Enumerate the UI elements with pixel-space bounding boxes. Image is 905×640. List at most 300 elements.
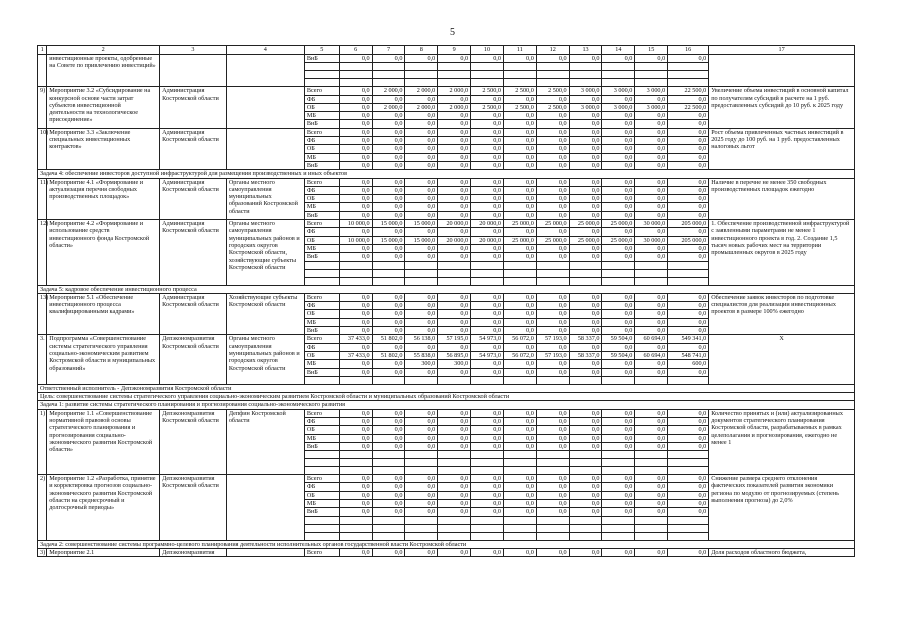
amount-cell: 0,0 [438, 161, 471, 169]
empty-cell [635, 532, 668, 540]
empty-cell [339, 79, 372, 87]
empty-cell [304, 524, 339, 532]
amount-cell: 0,0 [602, 137, 635, 145]
amount-cell: 2 000,0 [438, 103, 471, 111]
amount-cell: 0,0 [635, 161, 668, 169]
amount-cell: 0,0 [339, 137, 372, 145]
amount-cell: 0,0 [438, 302, 471, 310]
amount-cell: 0,0 [503, 475, 536, 483]
empty-cell [471, 524, 504, 532]
amount-cell: 0,0 [668, 145, 709, 153]
amount-cell: 0,0 [602, 55, 635, 63]
empty-cell [339, 71, 372, 79]
section-row [38, 384, 855, 392]
amount-cell: 2 500,0 [471, 87, 504, 95]
amount-cell: 0,0 [668, 137, 709, 145]
amount-cell: 0,0 [405, 508, 438, 516]
amount-cell: 0,0 [503, 417, 536, 425]
amount-cell: 0,0 [405, 112, 438, 120]
amount-cell: 0,0 [438, 426, 471, 434]
amount-cell: 25 000,0 [569, 220, 602, 228]
source-cell: ФБ [304, 302, 339, 310]
amount-cell: 0,0 [503, 244, 536, 252]
amount-cell: 0,0 [339, 112, 372, 120]
amount-cell: 0,0 [372, 228, 405, 236]
amount-cell: 0,0 [536, 145, 569, 153]
expected-result: Рост объема привлеченных частных инвестиций в 2025 году до 100 руб. на 1 руб. предоставленных налоговых льгот [709, 128, 855, 169]
table-row [38, 409, 855, 417]
amount-cell: 0,0 [668, 508, 709, 516]
amount-cell: 0,0 [339, 244, 372, 252]
empty-cell [536, 516, 569, 524]
empty-cell [668, 79, 709, 87]
amount-cell: 0,0 [503, 186, 536, 194]
empty-cell [602, 376, 635, 384]
empty-cell [569, 516, 602, 524]
amount-cell: 549 341,0 [668, 335, 709, 343]
activity-name: Мероприятие 3.3 «Заключение специальных инвестиционных контрактов» [47, 128, 160, 169]
empty-cell [471, 277, 504, 285]
amount-cell: 0,0 [405, 327, 438, 335]
amount-cell: 0,0 [372, 483, 405, 491]
amount-cell: 0,0 [569, 95, 602, 103]
amount-cell: 0,0 [339, 153, 372, 161]
source-cell: Всего [304, 128, 339, 136]
amount-cell: 0,0 [372, 178, 405, 186]
amount-cell: 0,0 [668, 310, 709, 318]
amount-cell: 0,0 [536, 120, 569, 128]
amount-cell: 0,0 [503, 55, 536, 63]
empty-cell [503, 459, 536, 467]
empty-cell [471, 63, 504, 71]
amount-cell: 2 000,0 [405, 87, 438, 95]
header-cell: 13 [569, 46, 602, 55]
amount-cell: 0,0 [339, 327, 372, 335]
amount-cell: 0,0 [668, 195, 709, 203]
amount-cell: 0,0 [405, 500, 438, 508]
amount-cell: 0,0 [503, 508, 536, 516]
source-cell: ВнБ [304, 368, 339, 376]
table-row [38, 220, 855, 228]
empty-cell [372, 532, 405, 540]
amount-cell: 0,0 [602, 120, 635, 128]
amount-cell: 0,0 [471, 95, 504, 103]
amount-cell: 20 000,0 [438, 220, 471, 228]
amount-cell: 22 500,0 [668, 87, 709, 95]
amount-cell: 0,0 [635, 203, 668, 211]
amount-cell: 0,0 [569, 302, 602, 310]
empty-cell [372, 376, 405, 384]
amount-cell: 54 973,0 [471, 335, 504, 343]
amount-cell: 0,0 [503, 153, 536, 161]
source-cell: ОБ [304, 426, 339, 434]
expected-result [709, 55, 855, 87]
table-row [38, 128, 855, 136]
amount-cell: 0,0 [536, 302, 569, 310]
amount-cell: 0,0 [438, 137, 471, 145]
header-cell: 15 [635, 46, 668, 55]
amount-cell: 0,0 [438, 475, 471, 483]
empty-cell [471, 467, 504, 475]
amount-cell: 0,0 [602, 228, 635, 236]
header-cell: 7 [372, 46, 405, 55]
empty-cell [372, 261, 405, 269]
amount-cell: 600,0 [668, 360, 709, 368]
amount-cell: 0,0 [372, 475, 405, 483]
amount-cell: 0,0 [503, 161, 536, 169]
empty-cell [438, 63, 471, 71]
amount-cell: 0,0 [569, 343, 602, 351]
header-cell: 3 [160, 46, 227, 55]
amount-cell: 0,0 [372, 360, 405, 368]
amount-cell: 0,0 [372, 161, 405, 169]
source-cell: ОБ [304, 351, 339, 359]
amount-cell: 0,0 [569, 211, 602, 219]
source-cell: ФБ [304, 483, 339, 491]
empty-cell [372, 451, 405, 459]
amount-cell: 0,0 [635, 302, 668, 310]
empty-cell [668, 63, 709, 71]
amount-cell: 0,0 [635, 508, 668, 516]
amount-cell: 0,0 [339, 483, 372, 491]
amount-cell: 0,0 [602, 434, 635, 442]
amount-cell: 0,0 [339, 368, 372, 376]
amount-cell: 0,0 [635, 343, 668, 351]
empty-cell [602, 63, 635, 71]
amount-cell: 0,0 [602, 508, 635, 516]
section-title: Задача 4: обеспечение инвесторов доступной инфраструктурой для размещения производственных и иных объектов [38, 170, 855, 178]
expected-result: Х [709, 335, 855, 384]
amount-cell: 0,0 [372, 434, 405, 442]
amount-cell: 0,0 [569, 55, 602, 63]
amount-cell: 0,0 [372, 327, 405, 335]
empty-cell [635, 79, 668, 87]
empty-cell [602, 277, 635, 285]
amount-cell: 0,0 [503, 500, 536, 508]
row-number: 1) [38, 409, 47, 474]
source-cell: ВнБ [304, 55, 339, 63]
empty-cell [602, 79, 635, 87]
amount-cell: 0,0 [503, 548, 536, 556]
amount-cell: 0,0 [569, 178, 602, 186]
amount-cell: 0,0 [602, 475, 635, 483]
amount-cell: 0,0 [635, 195, 668, 203]
amount-cell: 0,0 [536, 55, 569, 63]
amount-cell: 0,0 [668, 95, 709, 103]
empty-cell [503, 63, 536, 71]
empty-cell [536, 79, 569, 87]
amount-cell: 300,0 [438, 360, 471, 368]
activity-name: Мероприятие 4.2 «Формирование и использование средств инвестиционного фонда Костромской области» [47, 220, 160, 285]
amount-cell: 0,0 [635, 491, 668, 499]
empty-cell [503, 277, 536, 285]
source-cell: МБ [304, 244, 339, 252]
amount-cell: 0,0 [503, 203, 536, 211]
amount-cell: 0,0 [668, 293, 709, 301]
amount-cell: 0,0 [668, 55, 709, 63]
amount-cell: 0,0 [471, 483, 504, 491]
amount-cell: 0,0 [668, 203, 709, 211]
amount-cell: 0,0 [471, 55, 504, 63]
amount-cell: 0,0 [569, 145, 602, 153]
amount-cell: 0,0 [372, 195, 405, 203]
amount-cell: 0,0 [405, 203, 438, 211]
amount-cell: 3 000,0 [635, 87, 668, 95]
activity-name: Мероприятие 4.1 «Формирование и актуализация перечня свободных производственных площадок» [47, 178, 160, 219]
amount-cell: 0,0 [372, 253, 405, 261]
amount-cell: 0,0 [471, 442, 504, 450]
amount-cell: 0,0 [602, 128, 635, 136]
empty-cell [438, 269, 471, 277]
participants [226, 475, 304, 540]
amount-cell: 15 000,0 [405, 236, 438, 244]
amount-cell: 0,0 [438, 327, 471, 335]
amount-cell: 0,0 [668, 178, 709, 186]
amount-cell: 0,0 [602, 244, 635, 252]
amount-cell: 0,0 [372, 368, 405, 376]
amount-cell: 57 193,0 [536, 351, 569, 359]
empty-cell [339, 261, 372, 269]
empty-cell [471, 451, 504, 459]
amount-cell: 205 000,0 [668, 220, 709, 228]
amount-cell: 25 000,0 [536, 236, 569, 244]
amount-cell: 0,0 [536, 508, 569, 516]
amount-cell: 0,0 [668, 302, 709, 310]
program-funding-table [37, 45, 855, 557]
empty-cell [569, 524, 602, 532]
amount-cell: 0,0 [536, 368, 569, 376]
source-cell: МБ [304, 500, 339, 508]
section-row [38, 285, 855, 293]
empty-cell [339, 467, 372, 475]
amount-cell: 22 500,0 [668, 103, 709, 111]
amount-cell: 0,0 [635, 120, 668, 128]
empty-cell [635, 524, 668, 532]
amount-cell: 0,0 [536, 137, 569, 145]
amount-cell: 0,0 [339, 409, 372, 417]
empty-cell [668, 261, 709, 269]
amount-cell: 30 000,0 [635, 236, 668, 244]
amount-cell: 0,0 [438, 491, 471, 499]
amount-cell: 0,0 [438, 253, 471, 261]
amount-cell: 0,0 [635, 475, 668, 483]
amount-cell: 0,0 [635, 327, 668, 335]
source-cell: ФБ [304, 137, 339, 145]
expected-result: Обеспечение заявок инвесторов по подготовке специалистов для реализации инвестиционных проектов в размере 100% ежегодно [709, 293, 855, 334]
amount-cell: 0,0 [339, 500, 372, 508]
amount-cell: 0,0 [536, 409, 569, 417]
amount-cell: 0,0 [668, 409, 709, 417]
amount-cell: 0,0 [503, 409, 536, 417]
participants [226, 55, 304, 87]
amount-cell: 0,0 [635, 500, 668, 508]
empty-cell [304, 277, 339, 285]
amount-cell: 0,0 [471, 475, 504, 483]
table-row [38, 335, 855, 343]
amount-cell: 3 000,0 [602, 103, 635, 111]
participants [226, 548, 304, 556]
empty-cell [405, 451, 438, 459]
source-cell: МБ [304, 318, 339, 326]
empty-cell [569, 451, 602, 459]
amount-cell: 0,0 [471, 137, 504, 145]
empty-cell [635, 261, 668, 269]
empty-cell [372, 277, 405, 285]
expected-result: Доля расходов областного бюджета, [709, 548, 855, 556]
amount-cell: 0,0 [339, 475, 372, 483]
amount-cell: 0,0 [668, 318, 709, 326]
amount-cell: 0,0 [635, 178, 668, 186]
amount-cell: 0,0 [339, 228, 372, 236]
empty-cell [471, 532, 504, 540]
amount-cell: 0,0 [372, 508, 405, 516]
amount-cell: 15 000,0 [372, 236, 405, 244]
amount-cell: 0,0 [569, 426, 602, 434]
empty-cell [503, 376, 536, 384]
empty-cell [668, 269, 709, 277]
amount-cell: 0,0 [372, 95, 405, 103]
amount-cell: 0,0 [405, 95, 438, 103]
amount-cell: 0,0 [635, 434, 668, 442]
amount-cell: 0,0 [569, 128, 602, 136]
amount-cell: 0,0 [471, 153, 504, 161]
amount-cell: 0,0 [569, 228, 602, 236]
amount-cell: 0,0 [405, 195, 438, 203]
participants [226, 128, 304, 169]
source-cell: Всего [304, 335, 339, 343]
empty-cell [438, 451, 471, 459]
empty-cell [602, 459, 635, 467]
amount-cell: 0,0 [569, 360, 602, 368]
amount-cell: 54 973,0 [471, 351, 504, 359]
amount-cell: 0,0 [536, 500, 569, 508]
amount-cell: 0,0 [503, 302, 536, 310]
amount-cell: 56 138,0 [405, 335, 438, 343]
amount-cell: 0,0 [405, 475, 438, 483]
amount-cell: 0,0 [569, 195, 602, 203]
amount-cell: 0,0 [602, 302, 635, 310]
amount-cell: 0,0 [602, 186, 635, 194]
empty-cell [405, 63, 438, 71]
table-row [38, 178, 855, 186]
amount-cell: 0,0 [339, 343, 372, 351]
section-row [38, 170, 855, 178]
empty-cell [635, 277, 668, 285]
empty-cell [372, 63, 405, 71]
amount-cell: 0,0 [635, 368, 668, 376]
amount-cell: 0,0 [372, 302, 405, 310]
amount-cell: 0,0 [339, 360, 372, 368]
amount-cell: 0,0 [536, 203, 569, 211]
amount-cell: 0,0 [438, 548, 471, 556]
amount-cell: 0,0 [438, 343, 471, 351]
header-cell: 16 [668, 46, 709, 55]
activity-name: Мероприятие 5.1 «Обеспечение инвестиционного процесса квалифицированными кадрами» [47, 293, 160, 334]
amount-cell: 0,0 [668, 442, 709, 450]
amount-cell: 0,0 [635, 55, 668, 63]
amount-cell: 0,0 [471, 211, 504, 219]
amount-cell: 0,0 [471, 120, 504, 128]
header-cell: 10 [471, 46, 504, 55]
amount-cell: 0,0 [569, 120, 602, 128]
amount-cell: 0,0 [569, 491, 602, 499]
amount-cell: 0,0 [602, 195, 635, 203]
amount-cell: 0,0 [602, 95, 635, 103]
empty-cell [438, 277, 471, 285]
empty-cell [602, 524, 635, 532]
amount-cell: 0,0 [503, 253, 536, 261]
amount-cell: 0,0 [668, 327, 709, 335]
amount-cell: 0,0 [339, 55, 372, 63]
amount-cell: 0,0 [438, 95, 471, 103]
amount-cell: 0,0 [471, 417, 504, 425]
amount-cell: 0,0 [635, 310, 668, 318]
amount-cell: 0,0 [569, 186, 602, 194]
empty-cell [536, 269, 569, 277]
amount-cell: 2 000,0 [372, 87, 405, 95]
empty-cell [405, 79, 438, 87]
amount-cell: 0,0 [602, 368, 635, 376]
empty-cell [536, 524, 569, 532]
amount-cell: 0,0 [438, 120, 471, 128]
amount-cell: 0,0 [602, 442, 635, 450]
source-cell: Всего [304, 475, 339, 483]
empty-cell [602, 269, 635, 277]
empty-cell [438, 376, 471, 384]
amount-cell: 0,0 [536, 128, 569, 136]
amount-cell: 30 000,0 [635, 220, 668, 228]
amount-cell: 0,0 [471, 343, 504, 351]
amount-cell: 0,0 [339, 442, 372, 450]
source-cell: ОБ [304, 145, 339, 153]
amount-cell: 0,0 [668, 112, 709, 120]
empty-cell [635, 63, 668, 71]
page-number: 5 [450, 27, 455, 38]
participants: Хозяйствующие субъекты Костромской области [226, 293, 304, 334]
amount-cell: 0,0 [536, 153, 569, 161]
amount-cell: 0,0 [635, 318, 668, 326]
row-number: 11) [38, 178, 47, 219]
amount-cell: 0,0 [471, 253, 504, 261]
empty-cell [668, 71, 709, 79]
empty-cell [536, 459, 569, 467]
source-cell: ФБ [304, 186, 339, 194]
amount-cell: 0,0 [602, 491, 635, 499]
amount-cell: 0,0 [438, 153, 471, 161]
amount-cell: 15 000,0 [405, 220, 438, 228]
source-cell: ФБ [304, 95, 339, 103]
amount-cell: 10 000,0 [339, 220, 372, 228]
amount-cell: 0,0 [405, 186, 438, 194]
amount-cell: 0,0 [372, 310, 405, 318]
amount-cell: 0,0 [569, 253, 602, 261]
empty-cell [536, 376, 569, 384]
amount-cell: 0,0 [635, 483, 668, 491]
amount-cell: 0,0 [405, 153, 438, 161]
amount-cell: 0,0 [405, 417, 438, 425]
empty-cell [569, 63, 602, 71]
source-cell: ФБ [304, 343, 339, 351]
empty-cell [668, 451, 709, 459]
empty-cell [405, 71, 438, 79]
empty-cell [668, 376, 709, 384]
amount-cell: 0,0 [471, 228, 504, 236]
amount-cell: 0,0 [405, 343, 438, 351]
amount-cell: 0,0 [372, 442, 405, 450]
amount-cell: 0,0 [536, 178, 569, 186]
table-row [38, 293, 855, 301]
amount-cell: 37 433,0 [339, 351, 372, 359]
